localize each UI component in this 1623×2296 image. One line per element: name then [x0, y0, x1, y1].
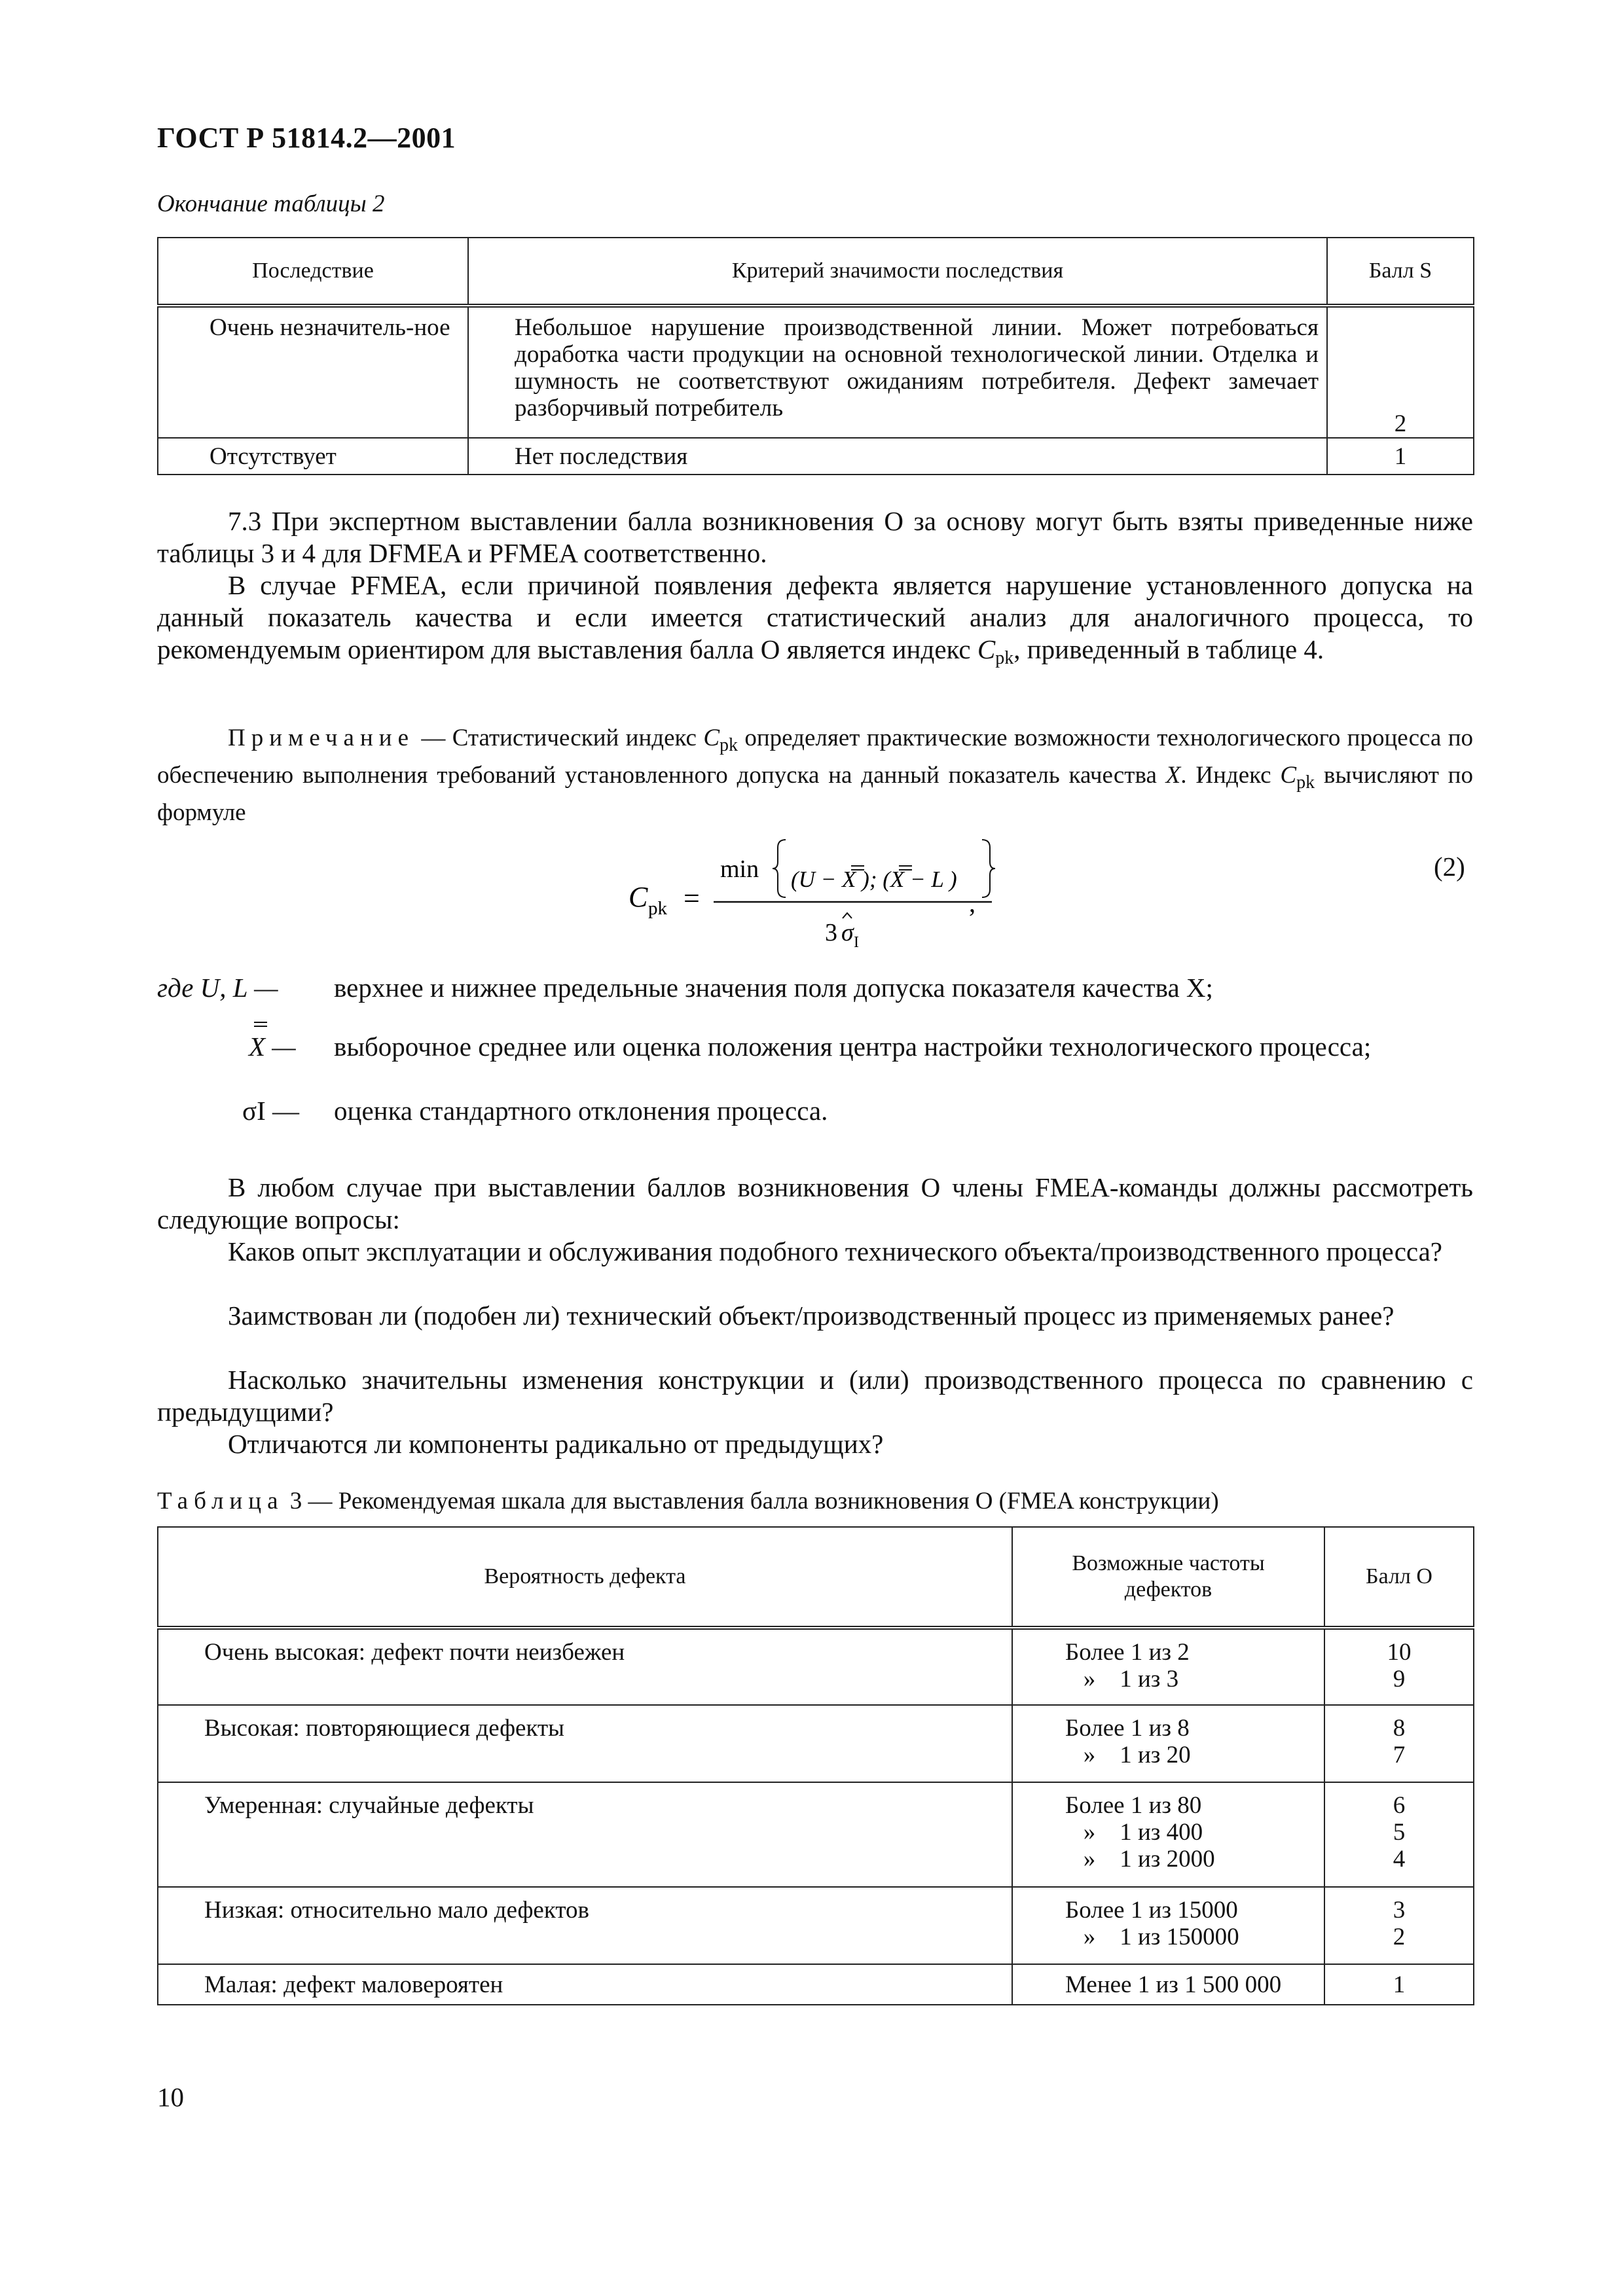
- symbol-pk: pk: [1296, 772, 1315, 793]
- table3-cell-score: [1324, 1705, 1474, 1782]
- frequency-line: » 1 из 3: [1065, 1666, 1179, 1693]
- question-4: Отличаются ли компоненты радикально от предыдущих?: [228, 1429, 884, 1459]
- definition-value: верхнее и нижнее предельные значения поля допуска показателя качества X;: [334, 973, 1213, 1003]
- question-3: Насколько значительны изменения конструкции и (или) производственного процесса по сравнению с предыдущими?: [157, 1365, 1473, 1427]
- paragraph-7-3: 7.3 При экспертном выставлении балла возникновения О за основу могут быть взяты приведенные ниже таблицы 3 и 4 для DFMEA и PFMEA соответственно.: [157, 506, 1473, 568]
- note-label: Примечание: [228, 725, 414, 751]
- symbol-c: C: [703, 725, 720, 751]
- table3-cell-probability: Низкая: относительно мало дефектов: [158, 1887, 1012, 1964]
- table3-cell-frequency: [1012, 1887, 1324, 1964]
- formula-number: (2): [1434, 852, 1465, 882]
- score-line: 9: [1393, 1666, 1406, 1693]
- frequency-line: » 1 из 20: [1065, 1742, 1191, 1768]
- table3-header-score: Балл О: [1324, 1527, 1474, 1628]
- table-row: [158, 1782, 1474, 1887]
- table3-cell-frequency: [1012, 1628, 1324, 1705]
- standard-header: ГОСТ Р 51814.2—2001: [157, 122, 456, 154]
- paragraph-pfmea: [157, 569, 1473, 674]
- frequency-line: Более 1 из 2: [1065, 1639, 1190, 1666]
- question-2: Заимствован ли (подобен ли) технический объект/производственный процесс из применяемых ранее?: [228, 1300, 1395, 1331]
- table3-cell-probability: Высокая: повторяющиеся дефекты: [158, 1705, 1012, 1782]
- table2-header-consequence: Последствие: [158, 238, 468, 306]
- table3-cell-probability: Умеренная: случайные дефекты: [158, 1782, 1012, 1887]
- frequency-line: Более 1 из 8: [1065, 1715, 1190, 1742]
- formula-numerator: (U − X ); (X − L ): [791, 867, 957, 892]
- table-row: [158, 1887, 1474, 1964]
- symbol-x: X: [1165, 762, 1181, 789]
- table3-cell-score: [1324, 1964, 1474, 2005]
- table2-cell-criterion: Нет последствия: [468, 438, 1327, 475]
- table3-label: Таблица: [157, 1488, 284, 1515]
- table2-header-score: Балл S: [1327, 238, 1474, 306]
- score-line: 2: [1393, 1924, 1406, 1950]
- definition-row: [157, 1095, 1473, 1134]
- definitions: [157, 972, 1473, 1142]
- formula-sigma: σ: [841, 919, 854, 946]
- definition-key: где U, L —: [157, 973, 278, 1003]
- symbol-pk: pk: [720, 735, 739, 755]
- note-text-b: определяет практические возможности технологического процесса по обеспечению выполнения требований установленного допуска на данный показатель качества: [157, 725, 1474, 789]
- score-line: 8: [1393, 1715, 1406, 1742]
- score-line: 7: [1393, 1742, 1406, 1768]
- frequency-line: Более 1 из 15000: [1065, 1897, 1238, 1924]
- xbar-double-line: [254, 1022, 267, 1027]
- table3-cell-frequency: [1012, 1964, 1324, 2005]
- right-brace: [982, 840, 995, 897]
- left-brace: [773, 840, 786, 897]
- table3-cell-probability: Малая: дефект маловероятен: [158, 1964, 1012, 2005]
- definition-value: выборочное среднее или оценка положения центра настройки технологического процесса;: [334, 1031, 1372, 1062]
- paragraph-pfmea-text-a: В случае PFMEA, если причиной появления дефекта является нарушение установленного допуска на данный показатель качества и если имеется статистический анализ для аналогичного процесса, то рекомендуемым ориентиром для выставления балла О является индекс: [157, 570, 1473, 664]
- score-line: 3: [1393, 1897, 1406, 1924]
- frequency-line: Менее 1 из 1 500 000: [1065, 1971, 1282, 1998]
- table-row: [158, 438, 1474, 475]
- formula-sigma-sub: I: [854, 934, 859, 951]
- page-number: 10: [157, 2082, 184, 2112]
- definition-key: σI —: [242, 1096, 300, 1126]
- note: [157, 723, 1473, 828]
- table2-cell-consequence: Отсутствует: [158, 438, 468, 475]
- table-row: [158, 306, 1474, 438]
- table-row: [158, 1964, 1474, 2005]
- definition-row: [157, 972, 1473, 1011]
- table3-cell-frequency: [1012, 1705, 1324, 1782]
- score-line: 4: [1393, 1846, 1406, 1873]
- score-line: 1: [1393, 1971, 1406, 1998]
- score-line: 10: [1387, 1639, 1412, 1666]
- table-3: [157, 1526, 1474, 2005]
- sigma-hat: [843, 913, 852, 918]
- table-row: [158, 1628, 1474, 1705]
- table3-title: — Рекомендуемая шкала для выставления балла возникновения О (FMEA конструкции): [302, 1488, 1219, 1515]
- note-text-d: вычисляют по формуле: [157, 762, 1473, 826]
- table-2: [157, 237, 1474, 475]
- table2-header-criterion: Критерий значимости последствия: [468, 238, 1327, 306]
- frequency-line: » 1 из 150000: [1065, 1924, 1239, 1950]
- symbol-c: C: [1280, 762, 1297, 789]
- table3-cell-probability: Очень высокая: дефект почти неизбежен: [158, 1628, 1012, 1705]
- formula-c: C: [629, 881, 648, 913]
- paragraph-questions-intro: В любом случае при выставлении баллов возникновения О члены FMEA-команды должны рассмотреть следующие вопросы:: [157, 1172, 1473, 1234]
- table2-cell-score: 1: [1327, 438, 1474, 475]
- symbol-c: C: [977, 634, 996, 664]
- definition-row: [157, 1031, 1473, 1096]
- table3-cell-score: [1324, 1887, 1474, 1964]
- formula-three: 3: [825, 919, 837, 946]
- frequency-line: » 1 из 400: [1065, 1819, 1203, 1846]
- table2-cell-criterion: Небольшое нарушение производственной линии. Может потребоваться доработка части продукции на основной технологической линии. Отделка и шумность не соответствуют ожиданиям потребителя. Дефект замечает разборчивый потребитель: [468, 306, 1327, 438]
- note-text-a: — Статистический индекс: [414, 725, 704, 751]
- score-line: 5: [1393, 1819, 1406, 1846]
- formula-min: min: [720, 855, 759, 883]
- paragraph-pfmea-text-b: , приведенный в таблице 4.: [1013, 634, 1324, 664]
- table2-cell-score: 2: [1327, 306, 1474, 438]
- table3-cell-frequency: [1012, 1782, 1324, 1887]
- table2-caption: Окончание таблицы 2: [157, 190, 385, 217]
- note-text-c: . Индекс: [1180, 762, 1281, 789]
- table3-caption: [157, 1487, 1219, 1515]
- formula-pk: pk: [648, 898, 667, 919]
- table3-header-probability: Вероятность дефекта: [158, 1527, 1012, 1628]
- question-1: Каков опыт эксплуатации и обслуживания подобного технического объекта/производственного процесса?: [228, 1236, 1442, 1266]
- definition-value: оценка стандартного отклонения процесса.: [334, 1096, 828, 1126]
- table2-cell-consequence: Очень незначитель-ное: [158, 306, 468, 438]
- table3-header-frequency: Возможные частоты дефектов: [1012, 1527, 1324, 1628]
- table3-number: 3: [289, 1488, 302, 1515]
- formula-equals: =: [684, 882, 700, 914]
- formula-comma: ,: [969, 888, 976, 918]
- frequency-line: » 1 из 2000: [1065, 1846, 1215, 1873]
- score-line: 6: [1393, 1792, 1406, 1819]
- definition-key: X —: [249, 1031, 296, 1062]
- frequency-line: Более 1 из 80: [1065, 1792, 1202, 1819]
- table3-cell-score: [1324, 1628, 1474, 1705]
- table-row: [158, 1705, 1474, 1782]
- table3-cell-score: [1324, 1782, 1474, 1887]
- symbol-pk: pk: [995, 648, 1014, 668]
- formula-cpk: [629, 828, 995, 952]
